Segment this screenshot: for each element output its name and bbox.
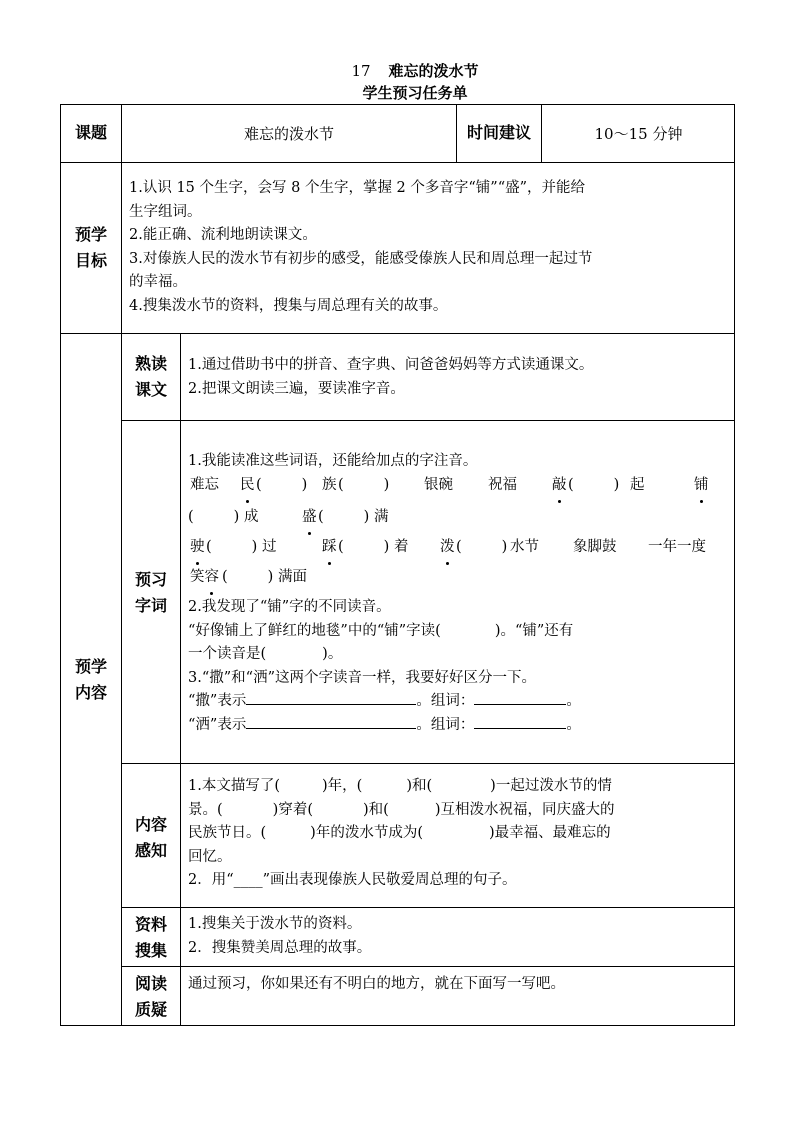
q3-text: 。组词： bbox=[416, 693, 475, 709]
pinyin-blank: ( ) bbox=[222, 569, 274, 585]
pinyin-blank: ( ) bbox=[338, 477, 390, 493]
reading-line: 1.通过借助书中的拼音、查字典、问爸爸妈妈等方式读通课文。 bbox=[188, 357, 594, 373]
perception-label-line2: 感知 bbox=[134, 841, 167, 860]
goals-label-line1: 预学 bbox=[74, 225, 107, 244]
word-item: 过 bbox=[262, 539, 277, 555]
row-divider bbox=[60, 162, 735, 163]
dotted-char: 容 bbox=[205, 566, 220, 590]
word-item: 银碗 bbox=[424, 477, 453, 493]
perception-line: 1.本文描写了( )年，( )和( )一起过泼水节的情 bbox=[188, 778, 612, 794]
goal-line: 3.对傣族人民的泼水节有初步的感受，能感受傣族人民和周总理一起过节 bbox=[129, 250, 593, 267]
words-q3-b bbox=[188, 714, 581, 738]
word-item: 满面 bbox=[278, 569, 307, 585]
dotted-char: 民 bbox=[240, 474, 255, 498]
worksheet-subtitle: 学生预习任务单 bbox=[362, 84, 468, 102]
goal-line: 4.搜集泼水节的资料，搜集与周总理有关的故事。 bbox=[129, 297, 448, 314]
words-q2-line3 bbox=[188, 643, 342, 667]
perception-text bbox=[188, 775, 614, 893]
questions-label bbox=[122, 971, 180, 1023]
q2-text: “好像铺上了鲜红的地毯”中的“铺”字读( bbox=[188, 623, 441, 639]
answer-line[interactable] bbox=[474, 727, 566, 729]
row-divider bbox=[121, 966, 735, 967]
topic-label: 课题 bbox=[74, 123, 107, 142]
row-divider bbox=[121, 907, 735, 908]
pinyin-blank: ( ) bbox=[456, 539, 508, 555]
goal-line: 1.认识 15 个生字，会写 8 个生字，掌握 2 个多音字“铺”“盛”，并能给 bbox=[129, 180, 586, 196]
words-q3-a bbox=[188, 690, 581, 714]
q2-text: )。 bbox=[322, 646, 343, 662]
word-item: 着 bbox=[394, 539, 409, 555]
goal-line: 的幸福。 bbox=[129, 274, 187, 290]
lesson-number: 17 bbox=[351, 62, 371, 80]
q3-text: 。 bbox=[566, 717, 581, 733]
word-item: 起 bbox=[630, 477, 645, 493]
materials-label-line2: 搜集 bbox=[134, 941, 167, 960]
word-item bbox=[322, 536, 337, 560]
word-item: 祝福 bbox=[488, 477, 517, 493]
reading-label bbox=[122, 351, 180, 403]
word-item: 笑容 bbox=[190, 566, 219, 590]
questions-label-line1: 阅读 bbox=[134, 974, 167, 993]
content-label bbox=[61, 654, 121, 706]
goal-line: 生字组词。 bbox=[129, 203, 202, 220]
materials-label bbox=[122, 912, 180, 964]
perception-label bbox=[122, 812, 180, 864]
q3-text: 。组词： bbox=[416, 717, 475, 733]
word-item: 水节 bbox=[510, 539, 539, 555]
goals-label-line2: 目标 bbox=[74, 251, 107, 270]
reading-line: 2.把课文朗读三遍，要读准字音。 bbox=[188, 380, 405, 397]
words-q2: 2.我发现了“铺”字的不同读音。 bbox=[188, 599, 391, 615]
answer-line[interactable] bbox=[246, 727, 416, 729]
word-item bbox=[302, 506, 317, 530]
dotted-char: 驶 bbox=[190, 536, 205, 560]
words-label-line2: 字词 bbox=[134, 596, 167, 615]
reading-text bbox=[188, 354, 593, 401]
words-q3: 3.“撒”和“洒”这两个字读音一样，我要好好区分一下。 bbox=[188, 670, 536, 686]
words-q2-line2 bbox=[188, 620, 573, 644]
questions-text: 通过预习，你如果还有不明白的地方，就在下面写一写吧。 bbox=[188, 976, 565, 992]
materials-line: 2．搜集赞美周总理的故事。 bbox=[188, 939, 372, 956]
pinyin-blank: ( ) bbox=[188, 509, 240, 525]
dotted-char: 踩 bbox=[322, 536, 337, 560]
word-item: 满 bbox=[374, 509, 389, 525]
pinyin-blank: ( ) bbox=[338, 539, 390, 555]
reading-label-line1: 熟读 bbox=[134, 354, 167, 373]
answer-line[interactable] bbox=[246, 703, 416, 705]
goals-label bbox=[61, 222, 121, 274]
word-item: 成 bbox=[244, 509, 259, 525]
q3-text: 。 bbox=[566, 693, 581, 709]
goals-text bbox=[129, 177, 592, 318]
goal-line: 2.能正确、流利地朗读课文。 bbox=[129, 227, 317, 243]
dotted-char: 铺 bbox=[694, 474, 709, 498]
q3-text: “撒”表示 bbox=[188, 693, 247, 709]
row-divider bbox=[121, 420, 735, 421]
topic-value: 难忘的泼水节 bbox=[243, 125, 334, 143]
words-label bbox=[122, 567, 180, 619]
dotted-char: 敲 bbox=[552, 474, 567, 498]
reading-label-line2: 课文 bbox=[134, 380, 167, 399]
word-item: 象脚鼓 bbox=[573, 539, 617, 555]
word-item bbox=[694, 474, 709, 498]
content-label-line2: 内容 bbox=[74, 683, 107, 702]
pinyin-blank: ( ) bbox=[256, 477, 308, 493]
time-value: 10～15 分钟 bbox=[594, 125, 683, 143]
word-item: 一年一度 bbox=[648, 539, 706, 555]
word-item bbox=[240, 474, 255, 498]
questions-label-line2: 质疑 bbox=[134, 1000, 167, 1019]
time-label: 时间建议 bbox=[466, 123, 531, 142]
col-divider bbox=[121, 104, 122, 1026]
content-label-line1: 预学 bbox=[74, 657, 107, 676]
q3-text: “洒”表示 bbox=[188, 717, 247, 733]
words-q1: 1.我能读准这些词语，还能给加点的字注音。 bbox=[188, 453, 478, 469]
dotted-char: 盛 bbox=[302, 506, 317, 530]
perception-line: 景。( )穿着( )和( )互相泼水祝福，同庆盛大的 bbox=[188, 801, 615, 818]
materials-label-line1: 资料 bbox=[134, 915, 167, 934]
pinyin-blank: ( ) bbox=[318, 509, 370, 525]
word-item bbox=[190, 536, 205, 560]
answer-line[interactable] bbox=[474, 703, 566, 705]
word-item: 难忘 bbox=[190, 477, 219, 493]
word-item: 族 bbox=[322, 477, 337, 493]
dotted-char: 泼 bbox=[440, 536, 455, 560]
row-divider bbox=[60, 333, 735, 334]
words-label-line1: 预习 bbox=[134, 570, 167, 589]
word-item bbox=[552, 474, 567, 498]
lesson-heading bbox=[18, 60, 794, 81]
lesson-title: 难忘的泼水节 bbox=[388, 62, 479, 80]
word-item bbox=[440, 536, 455, 560]
row-divider bbox=[121, 763, 735, 764]
perception-label-line1: 内容 bbox=[134, 815, 167, 834]
col-divider bbox=[180, 333, 181, 1026]
pinyin-blank: ( ) bbox=[568, 477, 620, 493]
materials-line: 1.搜集关于泼水节的资料。 bbox=[188, 916, 362, 932]
q2-text: )。“铺”还有 bbox=[494, 623, 574, 639]
perception-line: 2．用“____”画出表现傣族人民敬爱周总理的句子。 bbox=[188, 872, 517, 888]
perception-line: 回忆。 bbox=[188, 848, 232, 865]
pinyin-blank: ( ) bbox=[206, 539, 258, 555]
q2-text: 一个读音是( bbox=[188, 646, 267, 662]
materials-text bbox=[188, 913, 371, 960]
perception-line: 民族节日。( )年的泼水节成为( )最幸福、最难忘的 bbox=[188, 825, 611, 841]
